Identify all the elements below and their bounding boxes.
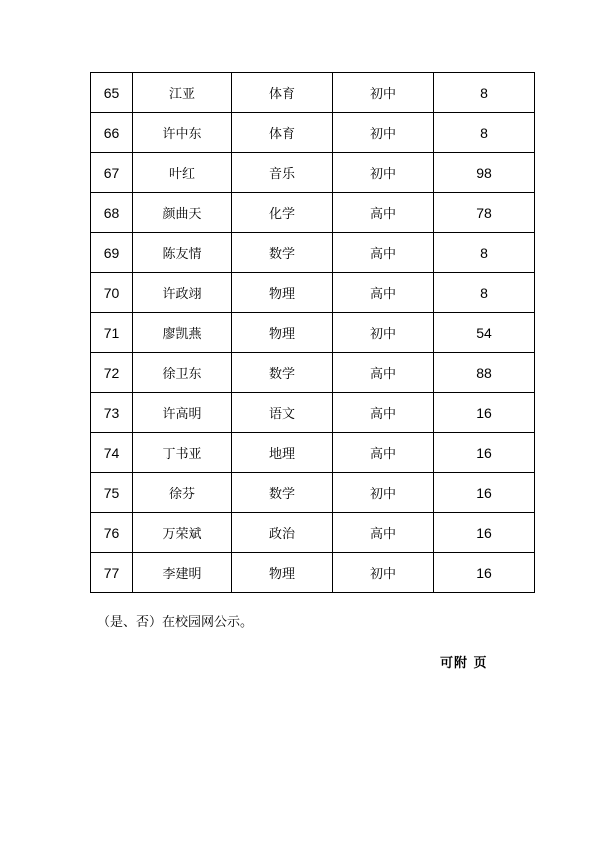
school-level-cell: 高中 xyxy=(333,353,434,393)
subject-cell: 地理 xyxy=(232,433,333,473)
school-level-cell: 初中 xyxy=(333,313,434,353)
roster-table xyxy=(90,72,535,593)
name-cell: 徐芬 xyxy=(133,473,232,513)
row-number-cell: 74 xyxy=(91,433,133,473)
school-level-cell: 初中 xyxy=(333,553,434,593)
table-row xyxy=(91,273,535,313)
subject-cell: 音乐 xyxy=(232,153,333,193)
subject-cell: 物理 xyxy=(232,313,333,353)
name-cell: 叶红 xyxy=(133,153,232,193)
name-cell: 徐卫东 xyxy=(133,353,232,393)
score-cell: 8 xyxy=(434,273,535,313)
table-row xyxy=(91,233,535,273)
row-number-cell: 66 xyxy=(91,113,133,153)
subject-cell: 体育 xyxy=(232,113,333,153)
table-row xyxy=(91,393,535,433)
subject-cell: 物理 xyxy=(232,273,333,313)
row-number-cell: 72 xyxy=(91,353,133,393)
school-level-cell: 高中 xyxy=(333,233,434,273)
score-cell: 8 xyxy=(434,233,535,273)
row-number-cell: 65 xyxy=(91,73,133,113)
name-cell: 廖凯燕 xyxy=(133,313,232,353)
attachment-pages-label: 可附 页 xyxy=(440,656,488,671)
subject-cell: 政治 xyxy=(232,513,333,553)
table-row xyxy=(91,193,535,233)
school-level-cell: 高中 xyxy=(333,433,434,473)
row-number-cell: 73 xyxy=(91,393,133,433)
name-cell: 江亚 xyxy=(133,73,232,113)
score-cell: 98 xyxy=(434,153,535,193)
publicity-note: （是、否）在校园网公示。 xyxy=(97,615,254,630)
name-cell: 许高明 xyxy=(133,393,232,433)
roster-table-body xyxy=(91,73,535,593)
table-row xyxy=(91,433,535,473)
subject-cell: 数学 xyxy=(232,233,333,273)
subject-cell: 语文 xyxy=(232,393,333,433)
row-number-cell: 77 xyxy=(91,553,133,593)
school-level-cell: 高中 xyxy=(333,513,434,553)
name-cell: 许政翊 xyxy=(133,273,232,313)
score-cell: 88 xyxy=(434,353,535,393)
subject-cell: 体育 xyxy=(232,73,333,113)
table-row xyxy=(91,553,535,593)
name-cell: 万荣斌 xyxy=(133,513,232,553)
school-level-cell: 高中 xyxy=(333,393,434,433)
row-number-cell: 71 xyxy=(91,313,133,353)
score-cell: 54 xyxy=(434,313,535,353)
row-number-cell: 67 xyxy=(91,153,133,193)
subject-cell: 数学 xyxy=(232,473,333,513)
row-number-cell: 75 xyxy=(91,473,133,513)
row-number-cell: 69 xyxy=(91,233,133,273)
row-number-cell: 70 xyxy=(91,273,133,313)
table-row xyxy=(91,313,535,353)
table-row xyxy=(91,473,535,513)
score-cell: 8 xyxy=(434,73,535,113)
school-level-cell: 初中 xyxy=(333,113,434,153)
score-cell: 16 xyxy=(434,513,535,553)
row-number-cell: 68 xyxy=(91,193,133,233)
school-level-cell: 初中 xyxy=(333,153,434,193)
score-cell: 78 xyxy=(434,193,535,233)
row-number-cell: 76 xyxy=(91,513,133,553)
name-cell: 李建明 xyxy=(133,553,232,593)
table-row xyxy=(91,353,535,393)
table-row xyxy=(91,513,535,553)
school-level-cell: 高中 xyxy=(333,193,434,233)
table-row xyxy=(91,113,535,153)
table-row xyxy=(91,73,535,113)
table-row xyxy=(91,153,535,193)
name-cell: 许中东 xyxy=(133,113,232,153)
school-level-cell: 高中 xyxy=(333,273,434,313)
score-cell: 8 xyxy=(434,113,535,153)
name-cell: 陈友情 xyxy=(133,233,232,273)
score-cell: 16 xyxy=(434,553,535,593)
name-cell: 颜曲天 xyxy=(133,193,232,233)
score-cell: 16 xyxy=(434,393,535,433)
school-level-cell: 初中 xyxy=(333,473,434,513)
name-cell: 丁书亚 xyxy=(133,433,232,473)
subject-cell: 物理 xyxy=(232,553,333,593)
subject-cell: 化学 xyxy=(232,193,333,233)
school-level-cell: 初中 xyxy=(333,73,434,113)
score-cell: 16 xyxy=(434,433,535,473)
score-cell: 16 xyxy=(434,473,535,513)
subject-cell: 数学 xyxy=(232,353,333,393)
